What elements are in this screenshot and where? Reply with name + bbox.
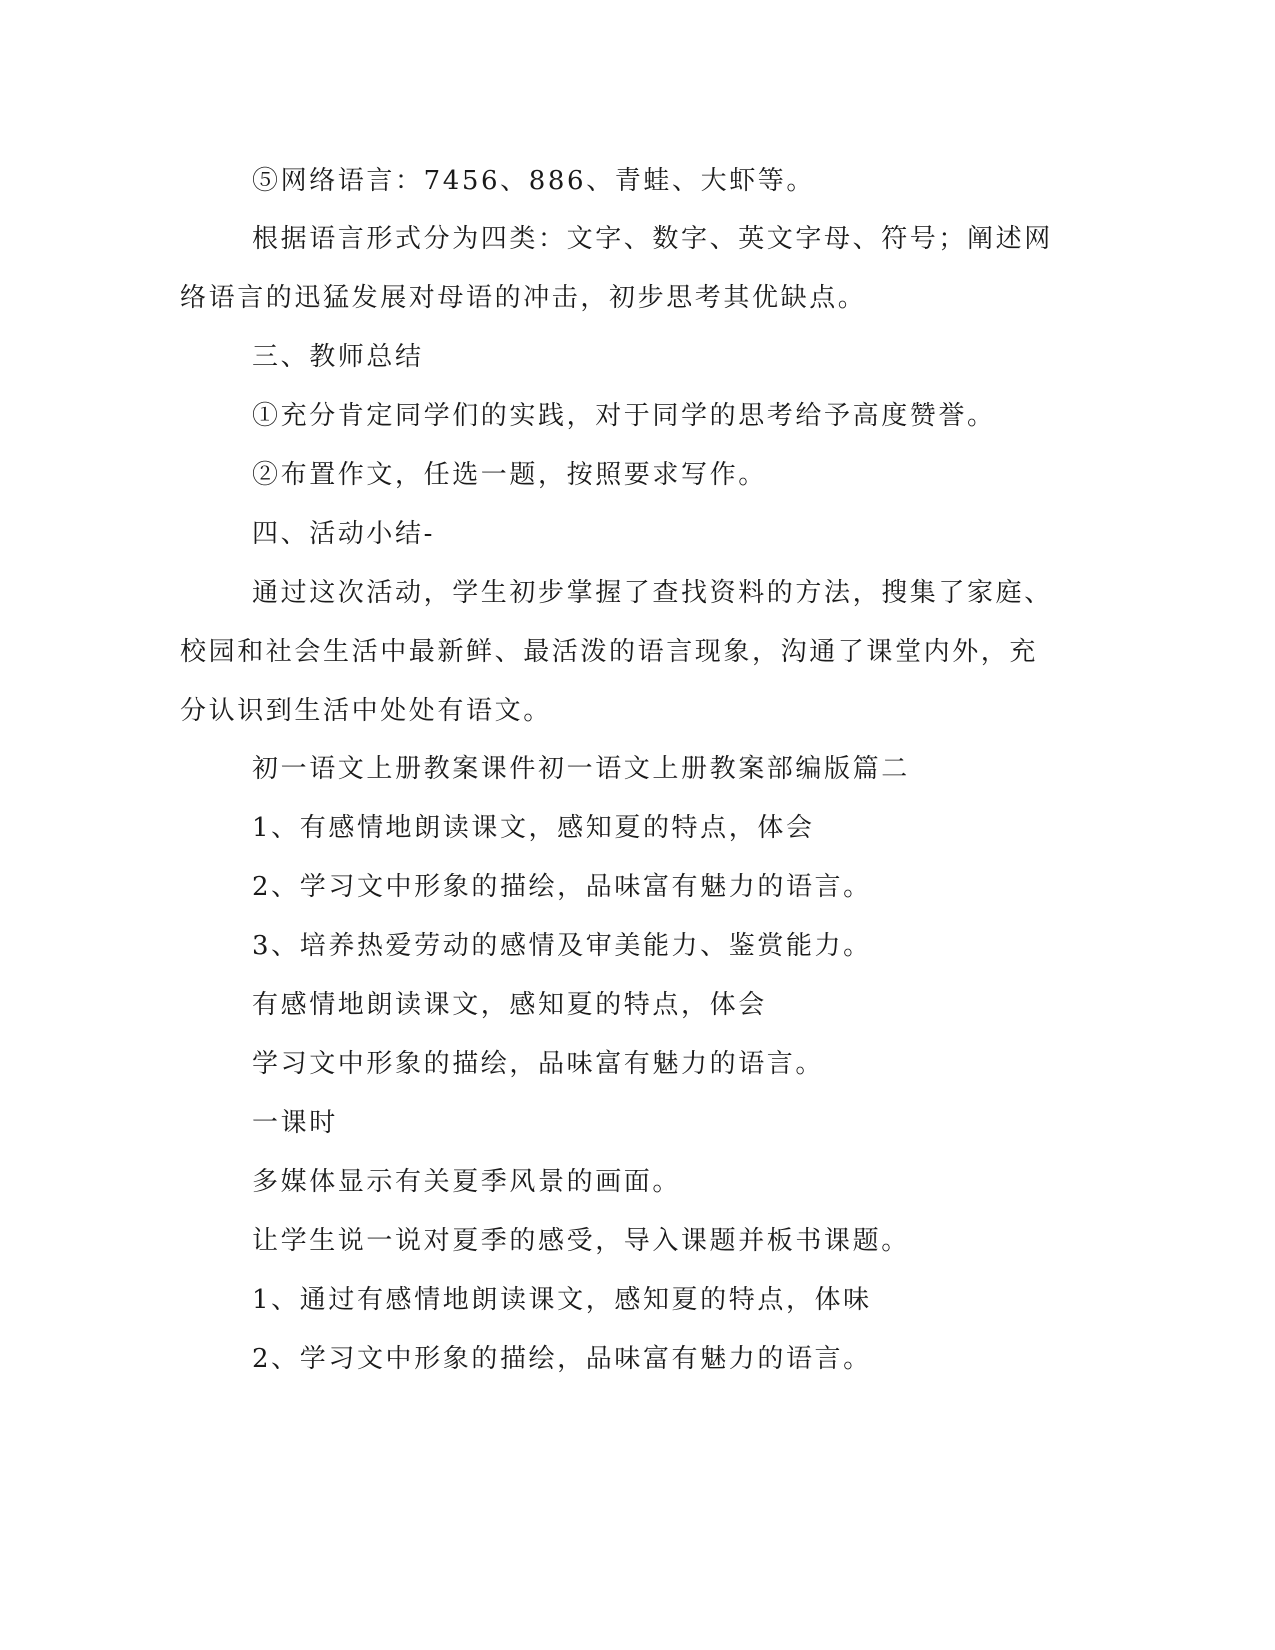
teaching-goal-1: 1、通过有感情地朗读课文，感知夏的特点，体味: [252, 1285, 872, 1315]
teaching-goal-2: 2、学习文中形象的描绘，品味富有魅力的语言。: [252, 1344, 872, 1374]
section-title-part-two: 初一语文上册教案课件初一语文上册教案部编版篇二: [252, 754, 910, 784]
summary-item-1: ①充分肯定同学们的实践，对于同学的思考给予高度赞誉。: [252, 401, 996, 431]
summary-item-2: ②布置作文，任选一题，按照要求写作。: [252, 460, 767, 490]
network-language-item: ⑤网络语言：7456、886、青蛙、大虾等。: [252, 166, 815, 196]
teaching-step-multimedia: 多媒体显示有关夏季风景的画面。: [252, 1167, 682, 1197]
key-point-2: 学习文中形象的描绘，品味富有魅力的语言。: [252, 1049, 825, 1079]
paragraph-activity-line-3: 分认识到生活中处处有语文。: [180, 696, 552, 726]
objective-item-1: 1、有感情地朗读课文，感知夏的特点，体会: [252, 813, 815, 843]
teaching-step-introduction: 让学生说一说对夏季的感受，导入课题并板书课题。: [252, 1226, 910, 1256]
objective-item-3: 3、培养热爱劳动的感情及审美能力、鉴赏能力。: [252, 931, 872, 961]
paragraph-activity-line-2: 校园和社会生活中最新鲜、最活泼的语言现象，沟通了课堂内外，充: [180, 637, 1039, 667]
section-heading-activity-summary: 四、活动小结-: [252, 519, 435, 549]
section-heading-teacher-summary: 三、教师总结: [252, 342, 424, 372]
lesson-duration: 一课时: [252, 1108, 338, 1138]
paragraph-activity-line-1: 通过这次活动，学生初步掌握了查找资料的方法，搜集了家庭、: [252, 578, 1053, 608]
paragraph-classification-line-2: 络语言的迅猛发展对母语的冲击，初步思考其优缺点。: [180, 283, 867, 313]
paragraph-classification-line-1: 根据语言形式分为四类：文字、数字、英文字母、符号；阐述网: [252, 224, 1053, 254]
objective-item-2: 2、学习文中形象的描绘，品味富有魅力的语言。: [252, 872, 872, 902]
key-point-1: 有感情地朗读课文，感知夏的特点，体会: [252, 990, 767, 1020]
